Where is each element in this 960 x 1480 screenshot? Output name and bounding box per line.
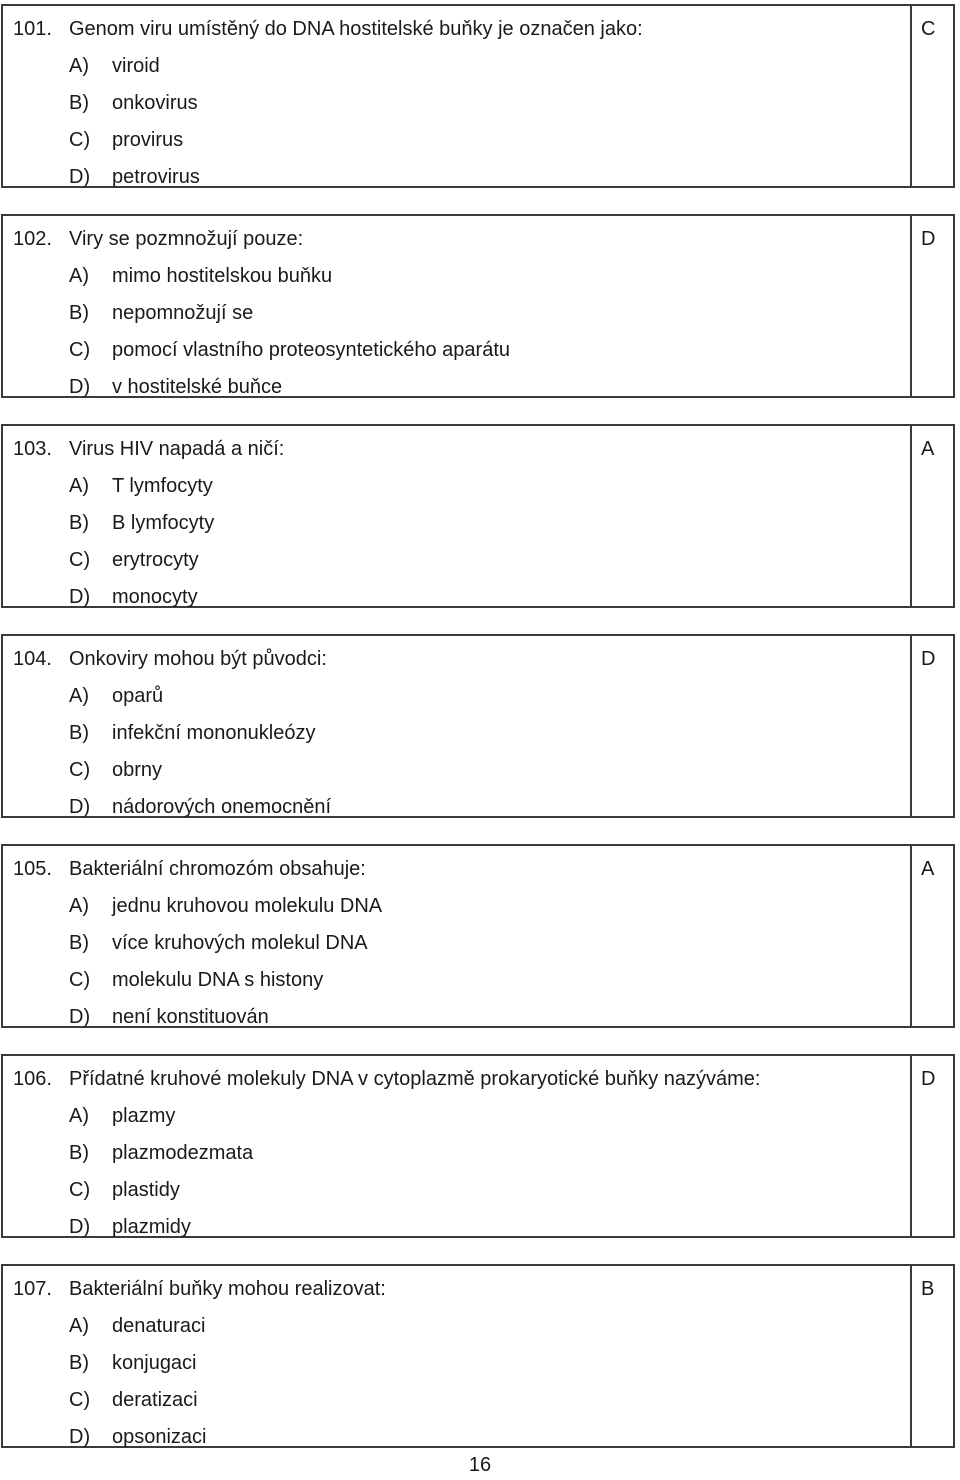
option-line (13, 369, 510, 406)
question-number: 103. (13, 438, 52, 460)
option-line (13, 122, 643, 159)
option-text: konjugaci (112, 1352, 197, 1374)
page-number: 16 (468, 1454, 492, 1476)
option-letter: C) (69, 549, 91, 571)
option-letter: A) (69, 685, 89, 707)
option-text: mimo hostitelskou buňku (112, 265, 333, 287)
option-letter: A) (69, 475, 89, 497)
question-number: 105. (13, 858, 52, 880)
option-text: obrny (112, 759, 163, 781)
option-letter: A) (69, 895, 89, 917)
option-letter: B) (69, 1352, 89, 1374)
question-content (13, 641, 331, 826)
question-content (13, 1271, 386, 1456)
option-letter: D) (69, 586, 91, 608)
question-number: 106. (13, 1068, 52, 1090)
answer-key: B (921, 1278, 935, 1300)
question-line (13, 431, 284, 468)
question-text: Přídatné kruhové molekuly DNA v cytoplazmě prokaryotické buňky nazýváme: (69, 1068, 761, 1090)
option-letter: C) (69, 969, 91, 991)
option-letter: A) (69, 55, 89, 77)
option-letter: D) (69, 1426, 91, 1448)
option-letter: D) (69, 1216, 91, 1238)
option-line (13, 1172, 760, 1209)
option-text: opsonizaci (112, 1426, 207, 1448)
option-line (13, 925, 382, 962)
option-line (13, 1308, 386, 1345)
option-text: infekční mononukleózy (112, 722, 316, 744)
option-letter: D) (69, 796, 91, 818)
option-line (13, 159, 643, 196)
answer-column-divider (910, 426, 912, 606)
option-text: B lymfocyty (112, 512, 215, 534)
option-text: plazmidy (112, 1216, 191, 1238)
question-box (1, 4, 955, 188)
option-letter: B) (69, 722, 89, 744)
answer-key: A (921, 438, 935, 460)
question-number: 101. (13, 18, 52, 40)
option-line (13, 752, 331, 789)
answer-column-divider (910, 6, 912, 186)
option-text: petrovirus (112, 166, 200, 188)
option-line (13, 85, 643, 122)
answer-column-divider (910, 1266, 912, 1446)
question-content (13, 851, 382, 1036)
question-text: Bakteriální buňky mohou realizovat: (69, 1278, 386, 1300)
question-number: 102. (13, 228, 52, 250)
option-letter: C) (69, 1389, 91, 1411)
option-letter: B) (69, 512, 89, 534)
question-content (13, 431, 284, 616)
question-text: Virus HIV napadá a ničí: (69, 438, 285, 460)
question-line (13, 1061, 760, 1098)
option-line (13, 1098, 760, 1135)
option-line (13, 542, 284, 579)
question-line (13, 221, 510, 258)
option-text: oparů (112, 685, 164, 707)
option-text: monocyty (112, 586, 198, 608)
option-line (13, 468, 284, 505)
answer-column-divider (910, 216, 912, 396)
option-line (13, 962, 382, 999)
option-letter: D) (69, 376, 91, 398)
answer-key: C (921, 18, 936, 40)
question-content (13, 1061, 760, 1246)
option-line (13, 48, 643, 85)
option-letter: C) (69, 1179, 91, 1201)
option-text: molekulu DNA s histony (112, 969, 324, 991)
option-text: nádorových onemocnění (112, 796, 332, 818)
answer-key: D (921, 228, 936, 250)
option-letter: D) (69, 1006, 91, 1028)
answer-key: D (921, 648, 936, 670)
option-line (13, 789, 331, 826)
question-content (13, 11, 643, 196)
option-line (13, 295, 510, 332)
option-text: pomocí vlastního proteosyntetického aparátu (112, 339, 511, 361)
option-line (13, 505, 284, 542)
option-letter: A) (69, 1315, 89, 1337)
question-text: Bakteriální chromozóm obsahuje: (69, 858, 366, 880)
question-number: 104. (13, 648, 52, 670)
option-text: plazmodezmata (112, 1142, 254, 1164)
option-text: deratizaci (112, 1389, 198, 1411)
question-line (13, 641, 331, 678)
option-line (13, 1345, 386, 1382)
option-line (13, 678, 331, 715)
question-line (13, 11, 643, 48)
question-box (1, 214, 955, 398)
question-text: Viry se pozmnožují pouze: (69, 228, 304, 250)
option-text: onkovirus (112, 92, 198, 114)
option-letter: B) (69, 92, 89, 114)
option-text: plazmy (112, 1105, 176, 1127)
question-box (1, 1264, 955, 1448)
option-line (13, 999, 382, 1036)
option-letter: B) (69, 1142, 89, 1164)
question-box (1, 844, 955, 1028)
answer-column-divider (910, 636, 912, 816)
option-letter: A) (69, 265, 89, 287)
question-text: Genom viru umístěný do DNA hostitelské buňky je označen jako: (69, 18, 643, 40)
option-text: viroid (112, 55, 160, 77)
option-letter: B) (69, 932, 89, 954)
option-text: jednu kruhovou molekulu DNA (112, 895, 383, 917)
question-text: Onkoviry mohou být původci: (69, 648, 327, 670)
option-text: nepomnožují se (112, 302, 254, 324)
answer-key: D (921, 1068, 936, 1090)
question-box (1, 634, 955, 818)
option-line (13, 258, 510, 295)
option-letter: B) (69, 302, 89, 324)
question-number: 107. (13, 1278, 52, 1300)
option-text: v hostitelské buňce (112, 376, 283, 398)
option-line (13, 888, 382, 925)
option-letter: C) (69, 759, 91, 781)
option-line (13, 1135, 760, 1172)
answer-column-divider (910, 1056, 912, 1236)
question-content (13, 221, 510, 406)
option-letter: A) (69, 1105, 89, 1127)
option-text: denaturaci (112, 1315, 206, 1337)
option-line (13, 579, 284, 616)
option-text: plastidy (112, 1179, 180, 1201)
option-letter: C) (69, 129, 91, 151)
question-line (13, 1271, 386, 1308)
option-text: není konstituován (112, 1006, 269, 1028)
option-letter: C) (69, 339, 91, 361)
question-box (1, 424, 955, 608)
option-letter: D) (69, 166, 91, 188)
option-text: provirus (112, 129, 184, 151)
answer-key: A (921, 858, 935, 880)
answer-column-divider (910, 846, 912, 1026)
option-line (13, 715, 331, 752)
option-text: více kruhových molekul DNA (112, 932, 368, 954)
option-line (13, 1382, 386, 1419)
option-text: T lymfocyty (112, 475, 213, 497)
option-line (13, 1209, 760, 1246)
option-line (13, 332, 510, 369)
option-text: erytrocyty (112, 549, 199, 571)
question-line (13, 851, 382, 888)
question-box (1, 1054, 955, 1238)
